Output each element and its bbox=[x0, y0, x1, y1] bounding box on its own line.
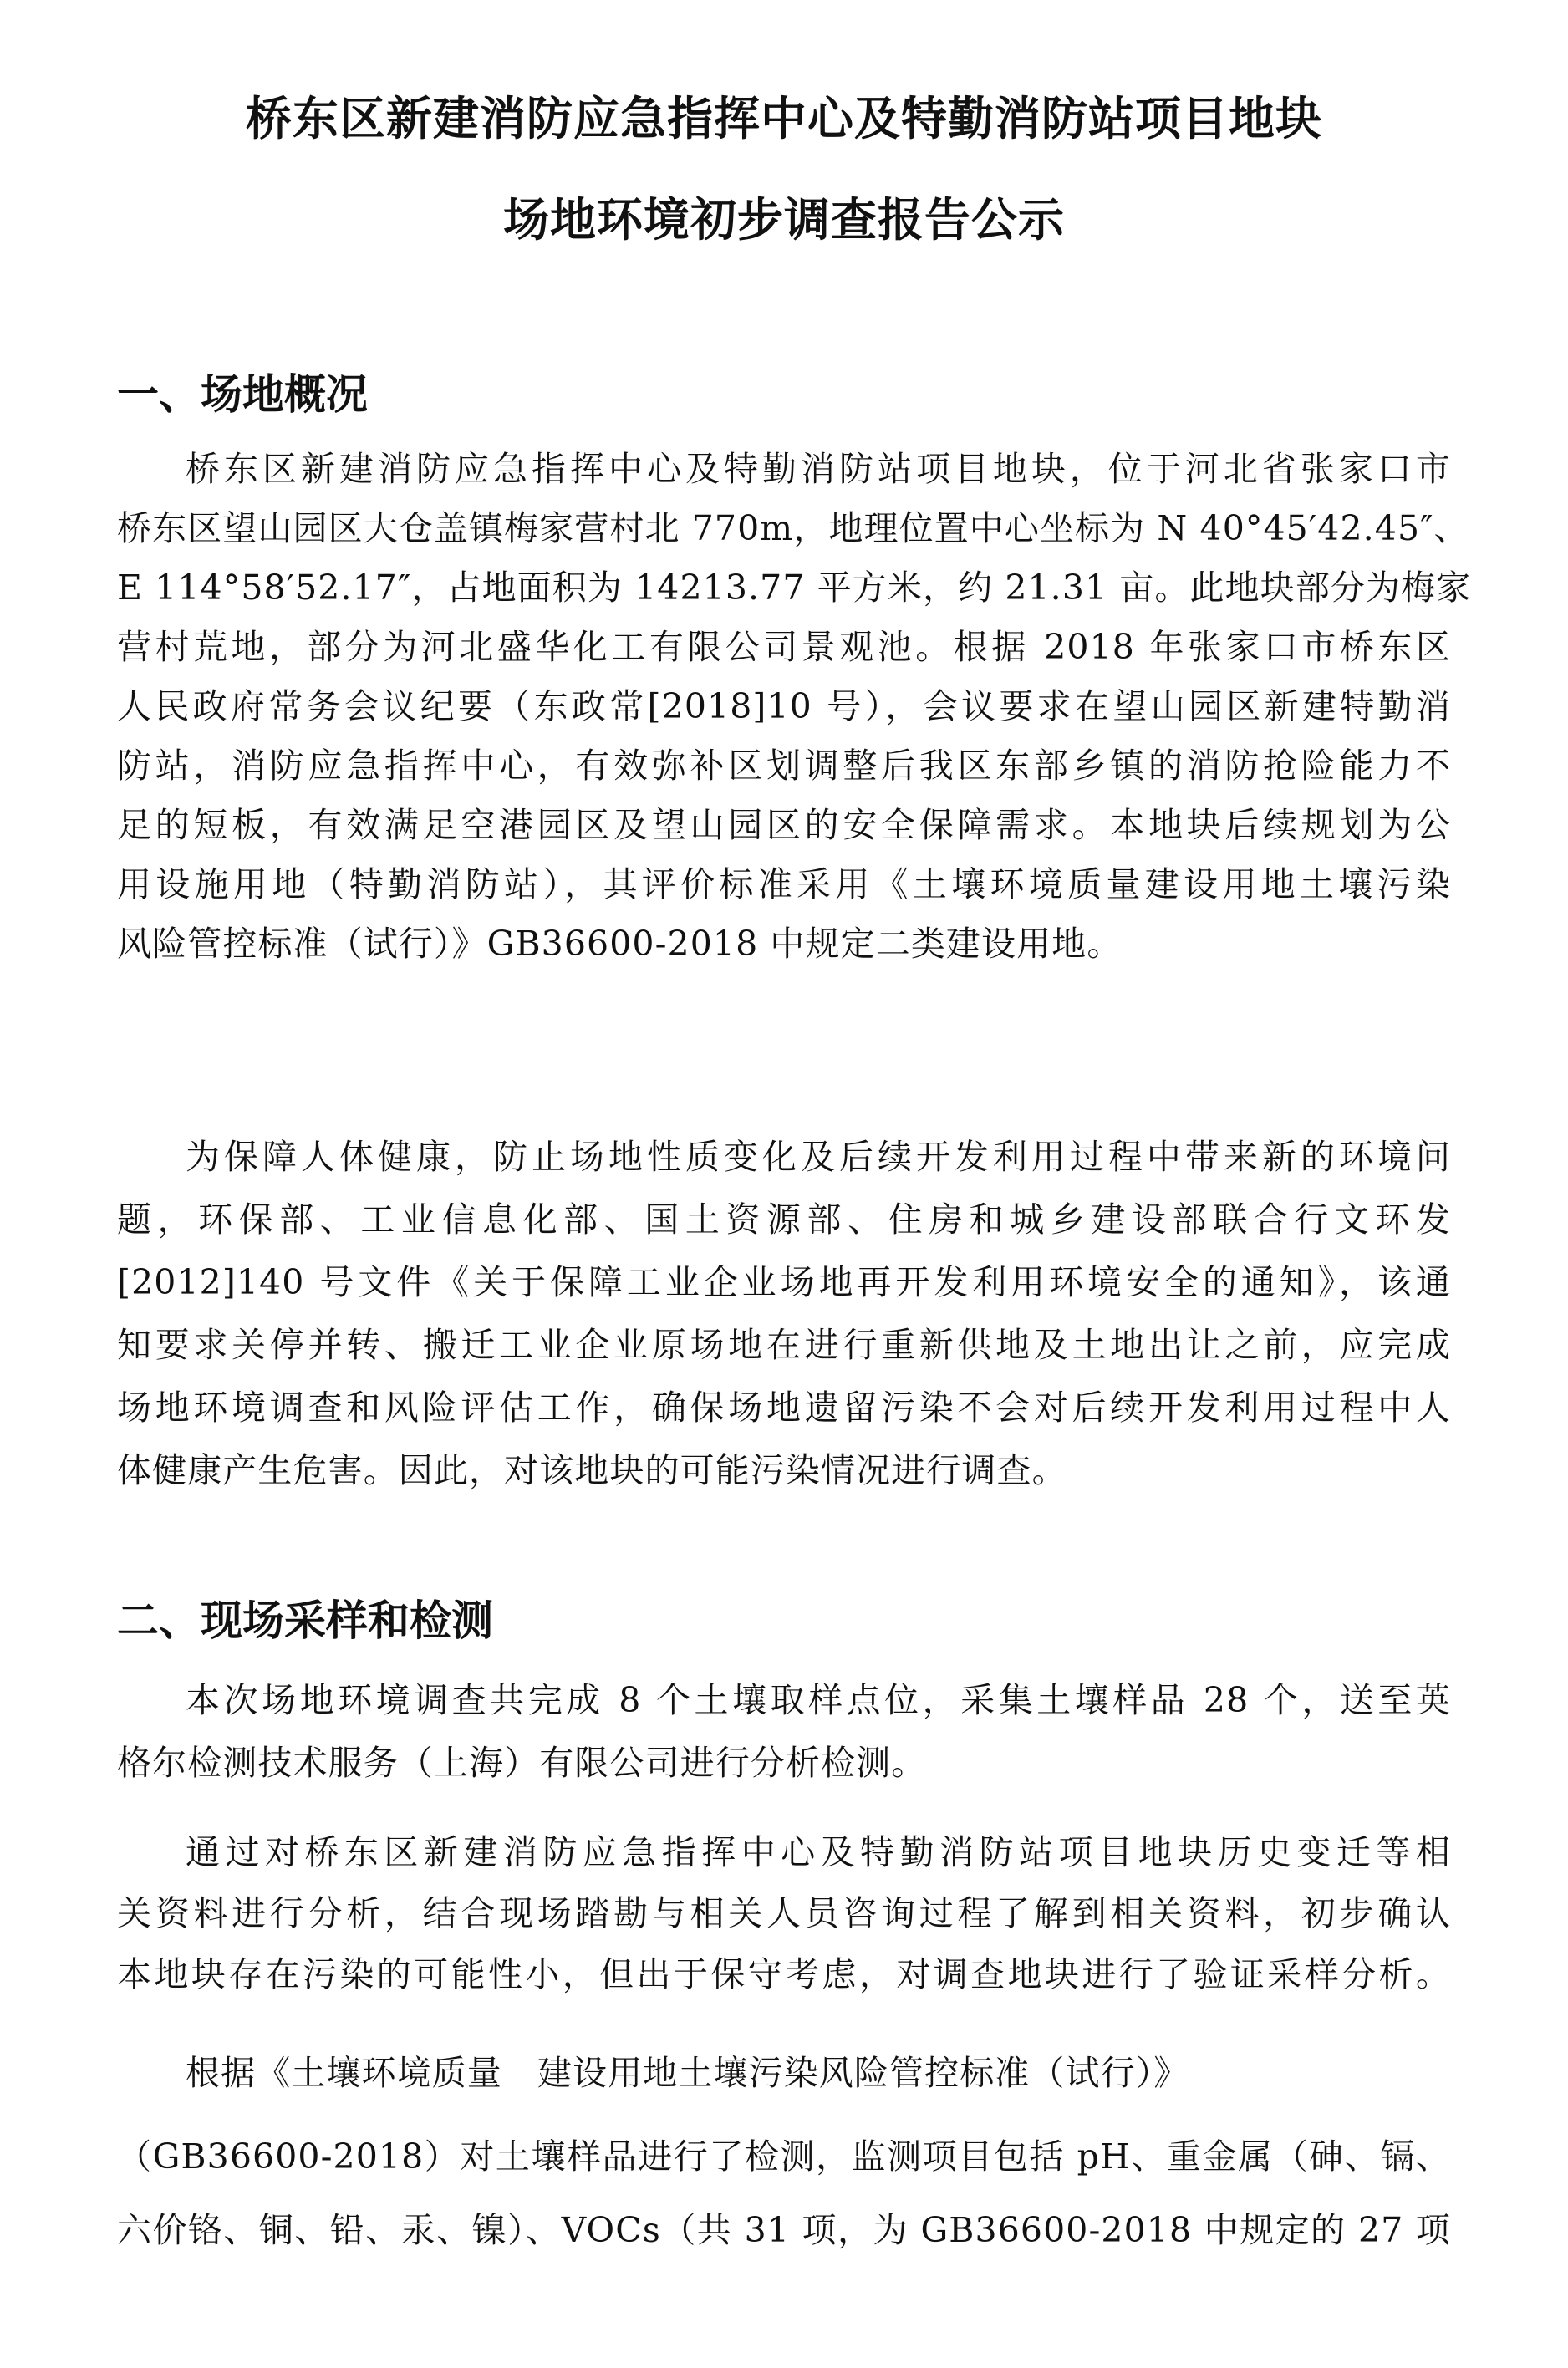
paragraph-line: E 114°58′52.17″，占地面积为 14213.77 平方米，约 21.31 亩。此地块部分为梅家 bbox=[117, 568, 1472, 608]
paragraph-line: 风险管控标准（试行）》GB36600-2018 中规定二类建设用地。 bbox=[117, 924, 1123, 964]
paragraph-line: 用设施用地（特勤消防站），其评价标准采用《土壤环境质量建设用地土壤污染 bbox=[117, 864, 1451, 904]
paragraph-line: 人民政府常务会议纪要（东政常[2018]10 号），会议要求在望山园区新建特勤消 bbox=[117, 686, 1451, 726]
document-title-line-2: 场地环境初步调查报告公示 bbox=[502, 193, 1065, 247]
document-title-line-1: 桥东区新建消防应急指挥中心及特勤消防站项目地块 bbox=[245, 92, 1322, 145]
paragraph-line: 营村荒地，部分为河北盛华化工有限公司景观池。根据 2018 年张家口市桥东区 bbox=[117, 627, 1451, 667]
paragraph-line: 防站，消防应急指挥中心，有效弥补区划调整后我区东部乡镇的消防抢险能力不 bbox=[117, 746, 1451, 786]
paragraph-line: 体健康产生危害。因此，对该地块的可能污染情况进行调查。 bbox=[117, 1450, 1067, 1490]
paragraph-line: [2012]140 号文件《关于保障工业企业场地再开发利用环境安全的通知》，该通 bbox=[117, 1262, 1451, 1302]
paragraph-line: 通过对桥东区新建消防应急指挥中心及特勤消防站项目地块历史变迁等相 bbox=[186, 1832, 1451, 1872]
paragraph-line: 六价铬、铜、铅、汞、镍）、VOCs（共 31 项，为 GB36600-2018 中规定的 27 项 bbox=[117, 2210, 1451, 2250]
paragraph-line: 格尔检测技术服务（上海）有限公司进行分析检测。 bbox=[117, 1743, 927, 1783]
paragraph-line: （GB36600-2018）对土壤样品进行了检测，监测项目包括 pH、重金属（砷、镉、 bbox=[117, 2136, 1451, 2177]
paragraph-line: 关资料进行分析，结合现场踏勘与相关人员咨询过程了解到相关资料，初步确认 bbox=[117, 1893, 1451, 1933]
paragraph-line: 知要求关停并转、搬迁工业企业原场地在进行重新供地及土地出让之前，应完成 bbox=[117, 1325, 1451, 1365]
section-heading-site-overview: 一、场地概况 bbox=[117, 370, 368, 419]
paragraph-line: 场地环境调查和风险评估工作，确保场地遗留污染不会对后续开发利用过程中人 bbox=[117, 1388, 1451, 1428]
paragraph-line: 桥东区望山园区大仓盖镇梅家营村北 770m，地理位置中心坐标为 N 40°45′42.45″、 bbox=[117, 508, 1469, 548]
paragraph-line: 足的短板，有效满足空港园区及望山园区的安全保障需求。本地块后续规划为公 bbox=[117, 805, 1451, 845]
paragraph-line: 题，环保部、工业信息化部、国土资源部、住房和城乡建设部联合行文环发 bbox=[117, 1199, 1451, 1240]
paragraph-line: 本次场地环境调查共完成 8 个土壤取样点位，采集土壤样品 28 个，送至英 bbox=[186, 1680, 1451, 1720]
paragraph-line: 根据《土壤环境质量 建设用地土壤污染风险管控标准（试行）》 bbox=[186, 2053, 1189, 2093]
paragraph-line: 为保障人体健康，防止场地性质变化及后续开发利用过程中带来新的环境问 bbox=[186, 1137, 1451, 1177]
section-heading-sampling-testing: 二、现场采样和检测 bbox=[117, 1596, 493, 1645]
paragraph-line: 本地块存在污染的可能性小，但出于保守考虑，对调查地块进行了验证采样分析。 bbox=[117, 1954, 1451, 1994]
paragraph-line: 桥东区新建消防应急指挥中心及特勤消防站项目地块，位于河北省张家口市 bbox=[186, 449, 1451, 489]
